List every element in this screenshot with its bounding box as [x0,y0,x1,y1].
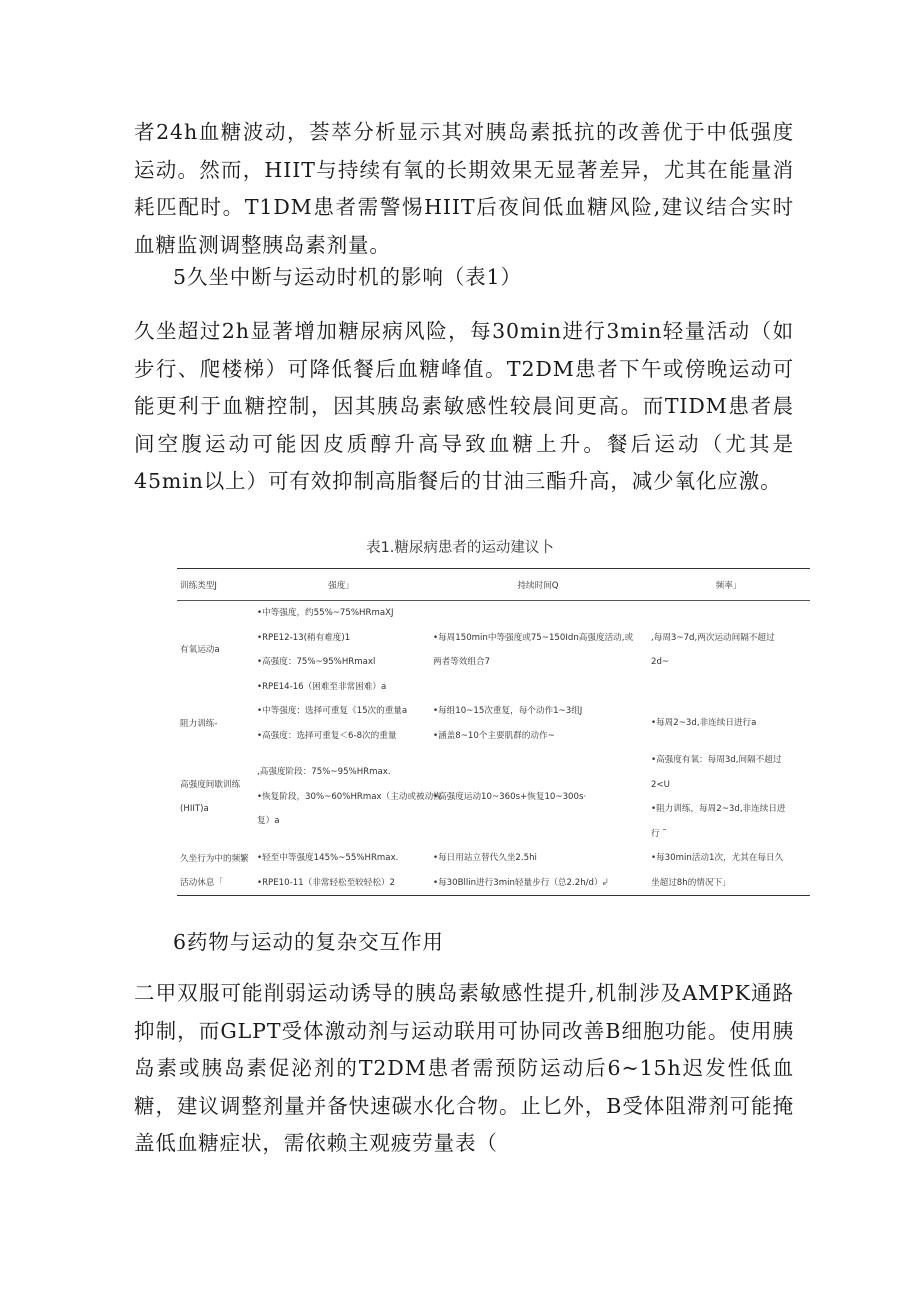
cell-intensity [253,846,429,896]
paragraph-drug-interaction: 二甲双服可能削弱运动诱导的胰岛素敏感性提升,机制涉及AMPK通路抑制，而GLPT受体激动剂与运动联用可协同改善B细胞功能。使用胰岛素或胰岛素促泌剂的T2DM患者需预防运动后6~15h迟发性低血糖，建议调整剂量并备快速碳水化合物。止匕外，B受体阻滞剂可能掩盖低血糖症状，需依赖主观疲劳量表（ [134,981,794,1155]
cell-line: 行 ˜ [651,828,667,839]
cell-duration [429,601,647,700]
cell-line: 复）a [257,816,280,827]
cell-line: •每30Bllin进行3min轻量步行（总2.2h/d）ₑᴶ [433,877,608,888]
cell-type [177,748,253,846]
cell-line: 两者等效组合7 [433,657,491,667]
cell-frequency [647,748,810,846]
cell-line: 活动休息「 [180,877,223,888]
cell-line: •每日用站立替代久坐2.5hi [433,853,537,863]
cell-duration [429,748,647,846]
cell-line: 有氧运动a [180,645,220,655]
cell-frequency [647,699,810,748]
cell-line: •每组10~15次重复，每个动作1~3组J [433,706,583,716]
cell-line: ,每周3~7d,两次运动间隔不超过 [651,632,775,643]
cell-line: (HIIT)a [180,804,209,814]
cell-type [177,699,253,748]
cell-line: •恢复阶段，30%~60%HRmax（主动或被动恢 [257,791,442,802]
cell-line: 高强度间歇训练 [180,780,241,790]
section-heading-6: 6药物与运动的复杂交互作用 [173,930,444,954]
header-intensity: 强度」 [253,569,429,601]
cell-line: •每周2~3d,非连续日进行a [651,718,757,729]
header-training-type: 训练类型J [177,569,253,601]
paragraph-hiit-effects: 者24h血糖波动，荟萃分析显示其对胰岛素抵抗的改善优于中低强度运动。然而，HIIT与持续有氧的长期效果无显著差异，尤其在能量消耗匹配时。T1DM患者需警惕HIIT后夜间低血糖风险,建议结合实时血糖监测调整胰岛素剂量。 [134,120,794,257]
table-header-row [177,569,810,601]
cell-line: •RPE12-13(稍有难度)1 [257,632,351,643]
cell-intensity [253,601,429,700]
section-heading-5: 5久坐中断与运动时机的影响（表1） [173,265,522,289]
paragraph-sedentary-timing: 久坐超过2h显著增加糖尿病风险，每30min进行3min轻量活动（如步行、爬楼梯）可降低餐后血糖峰值。T2DM患者下午或傍晚运动可能更利于血糖控制，因其胰岛素敏感性较晨间更高。而TIDM患者晨间空腹运动可能因皮质醇升高导致血糖上升。餐后运动（尤其是45min以上）可有效抑制高脂餐后的甘油三酯升高，减少氧化应激。 [134,319,794,493]
cell-line: •阻力训练，每周2~3d,非连续日进 [651,804,786,814]
cell-line: 久坐行为中的频繁 [180,853,249,864]
table-row [177,748,810,846]
cell-duration [429,846,647,896]
cell-type [177,601,253,700]
cell-frequency [647,601,810,700]
table-row [177,601,810,700]
cell-type [177,846,253,896]
cell-line: ,高强度阶段：75%~95%HRmax. [257,767,391,778]
cell-line: •RPE14-16（困难至非常困难）a [257,681,387,692]
header-duration: 持续时间Q [429,569,647,601]
cell-line: 阻力训练- [180,718,218,729]
cell-line: •RPE10-11（非常轻松至较轻松）2 [257,877,396,888]
cell-line: •中等强度：选择可重复《15次的重量a [257,706,408,716]
cell-intensity [253,748,442,846]
cell-line: •高强度：选择可重复＜6-8次的重量 [257,730,397,741]
cell-line: •涵盖8~10个主要肌群的动作~ [433,730,555,741]
header-frequency: 频率」 [647,569,810,601]
cell-line: 2d~ [651,657,670,667]
exercise-recommendation-table [177,568,810,896]
cell-line: 2<U [651,779,670,790]
cell-intensity [253,699,429,748]
cell-line: •每30min活动1次，尤其在每日久 [651,853,784,863]
table-row [177,846,810,896]
cell-line: 坐超过8h的情况下」 [651,877,731,888]
cell-line: •每周150min中等强度或75~150Idn高强度活动,或 [433,632,634,643]
cell-line: •中等强度，约55%~75%HRmaXJ [257,608,394,618]
cell-duration [429,699,647,748]
cell-line: •高强度有氧：每周3d,间隔不超过 [651,755,782,765]
cell-line: •轻至中等强度145%~55%HRmax. [257,853,399,863]
table-row [177,699,810,748]
cell-line: •高强度运动10~360s+恢复10~300s· [433,791,587,802]
cell-line: •高强度：75%~95%HRmaxl [257,657,376,667]
table-caption: 表1.糖尿病患者的运动建议卜 [366,540,554,556]
cell-frequency [647,846,810,896]
